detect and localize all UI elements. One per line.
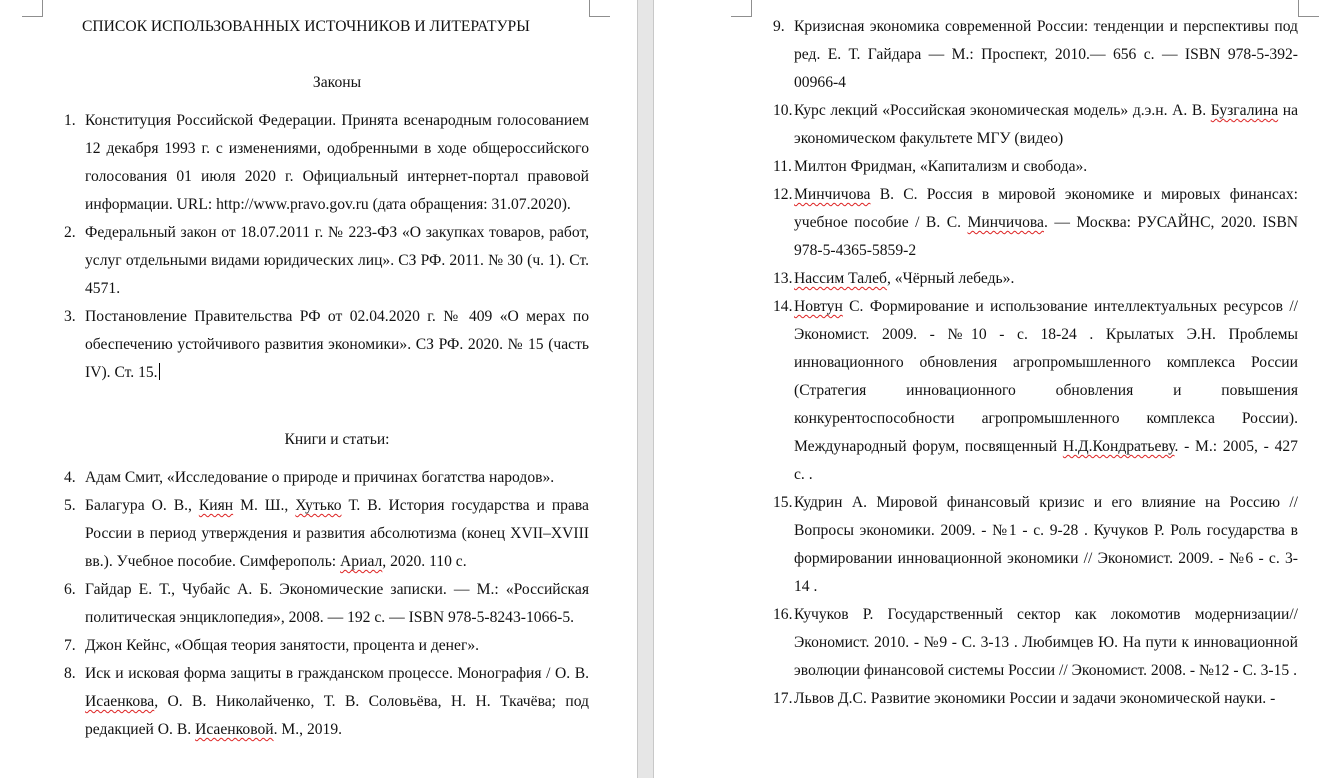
spellcheck-flagged-word: Хутько <box>295 497 342 514</box>
text-run: М. Ш., <box>233 497 296 514</box>
text-run: на экономическом факультете МГУ (видео) <box>794 102 1298 147</box>
reference-item <box>773 153 1298 181</box>
books-list-right <box>773 13 1299 713</box>
books-list-left <box>64 464 589 744</box>
spellcheck-flagged-word: Н.Д.Кондратьеву <box>1062 438 1175 455</box>
text-run: Адам Смит, «Исследование о природе и причинах богатства народов». <box>85 469 555 486</box>
reference-item <box>64 107 589 219</box>
reference-number: 3. <box>64 308 76 325</box>
margin-corner-mark <box>22 0 43 17</box>
page-left <box>0 0 637 778</box>
reference-text[interactable] <box>85 464 589 492</box>
reference-item <box>773 489 1298 601</box>
reference-text[interactable] <box>85 660 589 744</box>
text-run: . - М.: 2005, - 427 с. . <box>794 438 1298 483</box>
reference-number: 4. <box>64 469 76 486</box>
reference-number: 11. <box>773 158 792 175</box>
reference-number: 15. <box>773 494 793 511</box>
text-run: Кудрин А. Мировой финансовый кризис и его влияние на Россию // Вопросы экономики. 2009. - №1 - с. 9-28 . Кучуков Р. Роль государства в формировании инновационной экономики // Экономист. 2009. - №6 - с. 3-14 . <box>794 494 1298 595</box>
spellcheck-flagged-word: Нассим Талеб <box>794 270 887 287</box>
margin-corner-mark <box>731 0 752 17</box>
reference-item <box>64 219 589 303</box>
section-heading-laws: Законы <box>312 74 362 91</box>
text-run: . — Москва: РУСАЙНС, 2020. ISBN 978-5-4365-5859-2 <box>794 214 1299 259</box>
reference-item <box>773 293 1298 489</box>
text-run: Милтон Фридман, «Капитализм и свобода». <box>794 158 1088 175</box>
reference-text[interactable] <box>85 576 589 632</box>
reference-text[interactable] <box>794 601 1298 685</box>
books-list-container-right <box>773 13 1299 713</box>
reference-number: 2. <box>64 224 76 241</box>
reference-number: 5. <box>64 497 76 514</box>
text-run: Т. В. История государства и права России в период утверждения и развития абсолютизма (конец XVII–XVIII вв.). Учебное пособие. Симферополь: <box>85 497 589 570</box>
reference-text[interactable] <box>85 219 589 303</box>
laws-list-container <box>64 107 589 387</box>
reference-number: 16. <box>773 606 793 623</box>
text-run: Кучуков Р. Государственный сектор как локомотив модернизации// Экономист. 2010. - №9 - С. 3-13 . Любимцев Ю. На пути к инновационной эволюции финансовой системы России // Экономист. 2008. - №12 - С. 3-15 . <box>794 606 1298 679</box>
spellcheck-flagged-word: Минчичова <box>967 214 1044 231</box>
books-list-container-left <box>64 464 589 744</box>
page-right <box>654 0 1321 778</box>
reference-number: 6. <box>64 581 76 598</box>
text-run: Постановление Правительства РФ от 02.04.2020 г. № 409 «О мерах по обеспечению устойчивого развития экономики». СЗ РФ. 2020. № 15 (часть IV). Ст. 15. <box>85 308 589 381</box>
spellcheck-flagged-word: Ариал <box>340 553 383 570</box>
text-run: Гайдар Е. Т., Чубайс А. Б. Экономические записки. — М.: «Российская политическая энциклопедия», 2008. — 192 с. — ISBN 978-5-8243-1066-5. <box>85 581 589 626</box>
margin-corner-mark <box>589 0 610 17</box>
reference-number: 10. <box>773 102 793 119</box>
reference-number: 9. <box>773 18 785 35</box>
page-separator <box>637 0 654 778</box>
reference-number: 13. <box>773 270 793 287</box>
reference-number: 12. <box>773 186 793 203</box>
spellcheck-flagged-word: Киян <box>198 497 234 514</box>
reference-item <box>773 13 1298 97</box>
reference-text[interactable] <box>794 13 1298 97</box>
reference-text[interactable] <box>794 181 1298 265</box>
reference-text[interactable] <box>794 153 1298 181</box>
reference-item <box>64 576 589 632</box>
text-run: Львов Д.С. Развитие экономики России и задачи экономической науки. - <box>794 690 1276 707</box>
text-run: В. С. Россия в мировой экономике и мировых финансах: учебное пособие / В. С. <box>794 186 1298 231</box>
reference-text[interactable] <box>85 303 589 387</box>
text-run: Иск и исковая форма защиты в гражданском процессе. Монография / О. В. <box>85 665 589 682</box>
laws-list <box>64 107 589 387</box>
reference-item <box>773 265 1298 293</box>
text-run: . М., 2019. <box>273 721 343 738</box>
margin-corner-mark <box>1298 0 1319 17</box>
spellcheck-flagged-word: Бузгалина <box>1210 102 1279 119</box>
reference-item <box>64 632 589 660</box>
reference-item <box>773 601 1298 685</box>
reference-text[interactable] <box>794 293 1298 489</box>
document-title: СПИСОК ИСПОЛЬЗОВАННЫХ ИСТОЧНИКОВ И ЛИТЕРАТУРЫ <box>82 18 530 35</box>
spellcheck-flagged-word: Исаенковой <box>195 721 274 738</box>
reference-item <box>64 492 589 576</box>
reference-text[interactable] <box>794 685 1298 713</box>
text-run: , 2020. 110 с. <box>382 553 467 570</box>
reference-item <box>773 181 1299 265</box>
text-run: С. Формирование и использование интеллектуальных ресурсов // Экономист. 2009. - №10 - с. 18-24 . Крылатых Э.Н. Проблемы инновационного обновления агропромышленного комплекса России (Стратегия инновационного обновления и повышения конкурентоспособности агропромышленного комплекса России). Международный форум, посвященный <box>794 298 1298 455</box>
reference-text[interactable] <box>85 632 589 660</box>
text-run: , «Чёрный лебедь». <box>886 270 1015 287</box>
reference-number: 1. <box>64 112 76 129</box>
reference-number: 17. <box>773 690 793 707</box>
reference-item <box>64 303 589 387</box>
reference-text[interactable] <box>794 489 1298 601</box>
reference-text[interactable] <box>794 265 1298 293</box>
reference-text[interactable] <box>794 97 1298 153</box>
text-run: Кризисная экономика современной России: тенденции и перспективы под ред. Е. Т. Гайдара — М.: Проспект, 2010.— 656 с. — ISBN 978-5-392-00966-4 <box>794 18 1298 91</box>
reference-item <box>773 685 1298 713</box>
spellcheck-flagged-word: Новтун <box>794 298 843 315</box>
reference-number: 8. <box>64 665 76 682</box>
spellcheck-flagged-word: Исаенкова <box>85 693 155 710</box>
text-run: Конституция Российской Федерации. Принята всенародным голосованием 12 декабря 1993 г. с изменениями, одобренными в ходе общероссийского голосования 01 июля 2020 г. Официальный интернет-портал правовой информации. URL: http://www.pravo.gov.ru (дата обращения: 31.07.2020). <box>85 112 589 213</box>
reference-item <box>773 97 1298 153</box>
reference-text[interactable] <box>85 107 589 219</box>
text-run: Балагура О. В., <box>85 497 199 514</box>
text-run: Курс лекций «Российская экономическая модель» д.э.н. А. В. <box>794 102 1211 119</box>
text-run: Джон Кейнс, «Общая теория занятости, процента и денег». <box>85 637 480 654</box>
reference-item <box>64 660 589 744</box>
reference-item <box>64 464 589 492</box>
section-heading-books: Книги и статьи: <box>284 431 390 448</box>
spellcheck-flagged-word: Минчичова <box>794 186 871 203</box>
reference-number: 14. <box>773 298 793 315</box>
text-cursor <box>159 363 160 380</box>
text-run: , О. В. Николайченко, Т. В. Соловьёва, Н. Н. Ткачёва; под редакцией О. В. <box>85 693 589 738</box>
reference-number: 7. <box>64 637 76 654</box>
reference-text[interactable] <box>85 492 589 576</box>
text-run: Федеральный закон от 18.07.2011 г. № 223-ФЗ «О закупках товаров, работ, услуг отдельными видами юридических лиц». СЗ РФ. 2011. № 30 (ч. 1). Ст. 4571. <box>85 224 589 297</box>
